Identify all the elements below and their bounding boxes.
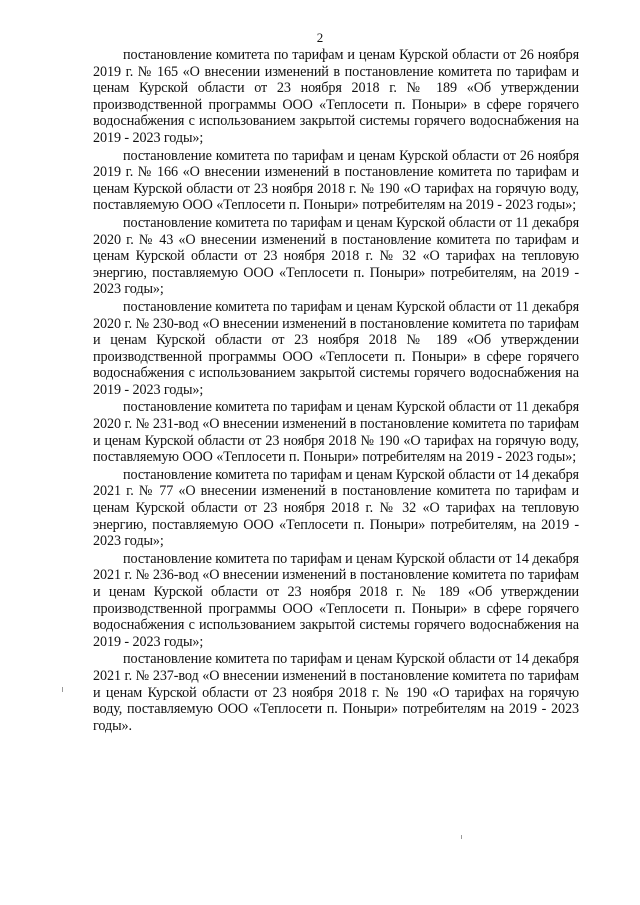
document-body — [93, 47, 579, 735]
page-number: 2 — [316, 30, 324, 45]
paragraph-resolution-77: постановление комитета по тарифам и ценам Курской области от 14 декабря 2021 г. № 77 «О внесении изменений в постановление комитета по тарифам и ценам Курской области от 23 ноября 2018 г. № 32 «О тарифах на тепловую энергию, поставляемую ООО «Теплосети п. Поныри» потребителям, на 2019 - 2023 годы»; — [93, 466, 579, 550]
scan-mark-left — [62, 687, 63, 692]
paragraph-resolution-236-vod: постановление комитета по тарифам и ценам Курской области от 14 декабря 2021 г. № 236-вод «О внесении изменений в постановление комитета по тарифам и ценам Курской области от 23 ноября 2018 г. № 189 «Об утверждении производственной программы ООО «Теплосети п. Поныри» в сфере горячего водоснабжения с использованием закрытой системы горячего водоснабжения на 2019 - 2023 годы»; — [93, 550, 579, 650]
paragraph-resolution-166: постановление комитета по тарифам и ценам Курской области от 26 ноября 2019 г. № 166 «О внесении изменений в постановление комитета по тарифам и ценам Курской области от 23 ноября 2018 г. № 190 «О тарифах на горячую воду, поставляемую ООО «Теплосети п. Поныри» потребителям на 2019 - 2023 годы»; — [93, 147, 579, 214]
paragraph-resolution-165: постановление комитета по тарифам и ценам Курской области от 26 ноября 2019 г. № 165 «О внесении изменений в постановление комитета по тарифам и ценам Курской области от 23 ноября 2018 г. № 189 «Об утверждении производственной программы ООО «Теплосети п. Поныри» в сфере горячего водоснабжения с использованием закрытой системы горячего водоснабжения на 2019 - 2023 годы»; — [93, 47, 579, 146]
scan-mark-right — [461, 835, 462, 839]
paragraph-resolution-43: постановление комитета по тарифам и ценам Курской области от 11 декабря 2020 г. № 43 «О внесении изменений в постановление комитета по тарифам и ценам Курской области от 23 ноября 2018 г. № 32 «О тарифах на тепловую энергию, поставляемую ООО «Теплосети п. Поныри» потребителям, на 2019 - 2023 годы»; — [93, 214, 579, 298]
paragraph-resolution-231-vod: постановление комитета по тарифам и ценам Курской области от 11 декабря 2020 г. № 231-вод «О внесении изменений в постановление комитета по тарифам и ценам Курской области от 23 ноября 2018 № 190 «О тарифах на горячую воду, поставляемую ООО «Теплосети п. Поныри» потребителям на 2019 - 2023 годы»; — [93, 399, 579, 466]
paragraph-resolution-230-vod: постановление комитета по тарифам и ценам Курской области от 11 декабря 2020 г. № 230-вод «О внесении изменений в постановление комитета по тарифам и ценам Курской области от 23 ноября 2018 № 189 «Об утверждении производственной программы ООО «Теплосети п. Поныри» в сфере горячего водоснабжения с использованием закрытой системы горячего водоснабжения на 2019 - 2023 годы»; — [93, 298, 579, 398]
paragraph-resolution-237-vod: постановление комитета по тарифам и ценам Курской области от 14 декабря 2021 г. № 237-вод «О внесении изменений в постановление комитета по тарифам и ценам Курской области от 23 ноября 2018 г. № 190 «О тарифах на горячую воду, поставляемую ООО «Теплосети п. Поныри» потребителям на 2019 - 2023 годы». — [93, 651, 579, 734]
